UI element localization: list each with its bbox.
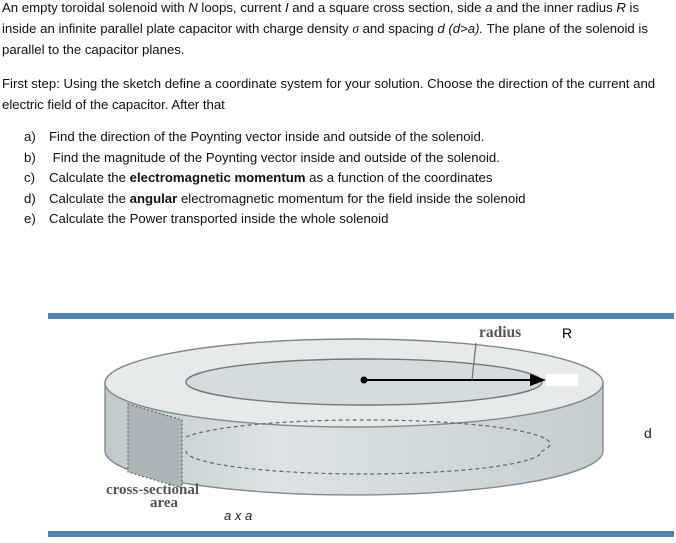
radius-symbol-label: R	[562, 325, 573, 341]
cross-section-area-label: area	[150, 495, 179, 511]
first-step-instruction: First step: Using the sketch define a coordinate system for your solution. Choose the direction of the current and electric field of the capacitor. After that	[2, 76, 656, 112]
question-text: Calculate the	[49, 170, 130, 186]
intro-text-7: The plane of the solenoid is parallel to the capacitor planes.	[2, 21, 648, 57]
intro-text-5: is inside an infinite parallel plate capacitor with charge density	[2, 0, 640, 36]
side-symbol: a	[485, 0, 493, 15]
radius-symbol: R	[616, 0, 626, 15]
intro-text-1: An empty toroidal solenoid with	[2, 0, 189, 15]
question-text-end: electromagnetic momentum for the field inside the solenoid	[177, 190, 526, 206]
question-emphasis: angular	[129, 190, 178, 206]
intro-text-2: loops, current	[197, 0, 285, 15]
spacing-symbol: d (d>a).	[437, 21, 484, 36]
question-marker: c)	[24, 170, 35, 186]
radius-label: radius	[479, 324, 522, 341]
intro-text-4: and the inner radius	[492, 0, 617, 15]
current-symbol: I	[284, 0, 289, 15]
arrow-highlight	[546, 374, 578, 386]
question-text: Find the magnitude of the Poynting vector inside and outside of the solenoid.	[49, 149, 500, 165]
area-formula-label: a x a	[224, 508, 253, 523]
intro-text-6: and spacing	[358, 21, 438, 36]
question-marker: d)	[24, 190, 36, 206]
question-text: Find the direction of the Poynting vector inside and outside of the solenoid.	[49, 129, 485, 144]
cross-section-label: cross-sectional	[106, 482, 200, 498]
charge-density-symbol: σ	[352, 21, 359, 36]
loops-symbol: N	[188, 0, 198, 15]
question-marker: a)	[24, 129, 36, 144]
question-marker: e)	[24, 211, 36, 227]
spacing-label: d	[644, 425, 652, 441]
toroidal-solenoid	[105, 339, 603, 495]
question-emphasis: electromagnetic momentum	[129, 170, 306, 186]
question-text-end: as a function of the coordinates	[305, 170, 493, 186]
top-capacitor-plate	[48, 313, 674, 319]
bottom-capacitor-plate	[48, 531, 674, 537]
question-text: Calculate the	[49, 190, 130, 206]
question-marker: b)	[24, 149, 36, 165]
question-text: Calculate the Power transported inside the whole solenoid	[49, 211, 389, 227]
intro-text-3: and a square cross section, side	[288, 0, 486, 15]
